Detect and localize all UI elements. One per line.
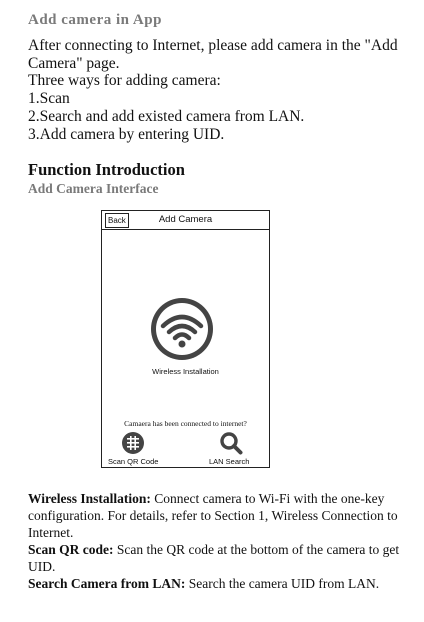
- qr-scan-icon[interactable]: [121, 431, 145, 455]
- wireless-installation-label[interactable]: Wireless Installation: [152, 367, 219, 376]
- desc-search-lan: [28, 575, 418, 592]
- phone-header: [102, 211, 269, 230]
- back-button[interactable]: Back: [105, 213, 129, 228]
- way-item-2: 2.Search and add existed camera from LAN.: [28, 108, 305, 125]
- connected-prompt: Camaera has been connected to internet?: [124, 419, 247, 428]
- desc-text: Connect camera to Wi-Fi with the one-key configuration. For details, refer to Section 1, Wireless Connection to Internet.: [28, 491, 398, 540]
- scan-qr-code-label[interactable]: Scan QR Code: [108, 457, 159, 466]
- desc-wireless-installation: [28, 490, 418, 541]
- subsection-title: Add Camera Interface: [28, 181, 159, 196]
- desc-scan-qr-code: [28, 541, 418, 575]
- phone-title: Add Camera: [158, 214, 213, 225]
- feature-descriptions: [28, 490, 418, 592]
- ways-title: Three ways for adding camera:: [28, 72, 221, 89]
- section-title: Function Introduction: [28, 160, 185, 179]
- intro-text: After connecting to Internet, please add camera in the "Add Camera" page.: [28, 37, 398, 72]
- desc-term: Scan QR code:: [28, 542, 114, 557]
- way-item-3: 3.Add camera by entering UID.: [28, 126, 225, 143]
- desc-text: Search the camera UID from LAN.: [185, 576, 380, 591]
- desc-term: Search Camera from LAN:: [28, 576, 186, 591]
- way-item-1: 1.Scan: [28, 90, 70, 107]
- wifi-icon[interactable]: [149, 296, 215, 362]
- lan-search-label[interactable]: LAN Search: [209, 457, 250, 466]
- page-heading: Add camera in App: [28, 12, 162, 28]
- desc-term: Wireless Installation:: [28, 491, 151, 506]
- search-icon[interactable]: [219, 431, 243, 455]
- phone-screen-mockup: [101, 210, 270, 468]
- desc-text: Scan the QR code at the bottom of the camera to get UID.: [28, 542, 400, 574]
